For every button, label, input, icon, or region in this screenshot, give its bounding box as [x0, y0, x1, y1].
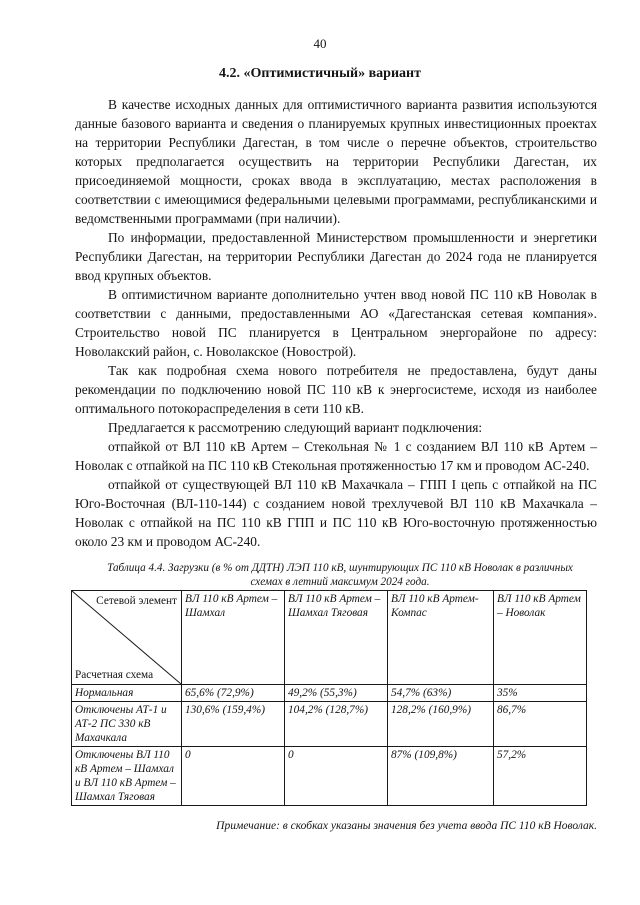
paragraph: Так как подробная схема нового потребителя не предоставлена, будут даны рекомендации по подключению новой ПС 110 кВ к энергосистеме, исходя из наиболее оптимального потокораспределения в сети 110 кВ. [75, 363, 597, 416]
section-heading: 4.2. «Оптимистичный» вариант [219, 66, 421, 81]
page-number: 40 [313, 36, 327, 51]
column-header: ВЛ 110 кВ Артем – Новолак [494, 591, 587, 685]
load-table [71, 590, 587, 806]
table-caption: Таблица 4.4. Загрузки (в % от ДДТН) ЛЭП 110 кВ, шунтирующих ПС 110 кВ Новолак в различных схемах в летний максимум 2024 года. [107, 562, 573, 588]
column-header: ВЛ 110 кВ Артем – Шамхал Тяговая [285, 591, 388, 685]
paragraph: отпайкой от существующей ВЛ 110 кВ Махачкала – ГПП I цепь с отпайкой на ПС Юго-Восточная (ВЛ-110-144) с созданием новой трехлучевой ВЛ 110 кВ Махачкала – Новолак с отпайкой на ПС 110 кВ ГПП и ПС 110 кВ Юго-восточную протяженностью около 23 км и проводом АС-240. [75, 477, 597, 549]
body-text [75, 95, 597, 551]
paragraph: В качестве исходных данных для оптимистичного варианта развития используются данные базового варианта и сведения о планируемых крупных инвестиционных проектах на территории Республики Дагестан, в том числе о перечне объектов, строительство которых предполагается осуществить на территории Республики Дагестан, их присоединяемой мощности, сроках ввода в эксплуатацию, местах расположения в соответствии с имеющимися федеральными целевыми программами, республиканскими и ведомственными программами (при наличии). [75, 97, 597, 226]
table-cell: 0 [285, 747, 388, 806]
table-cell: 65,6% (72,9%) [182, 685, 285, 702]
table-header-row [72, 591, 587, 685]
table-cell: 0 [182, 747, 285, 806]
paragraph: В оптимистичном варианте дополнительно учтен ввод новой ПС 110 кВ Новолак в соответствии с данными, предоставленными АО «Дагестанская сетевая компания». Строительство новой ПС планируется в Центральном энергорайоне по адресу: Новолакский район, с. Новолакское (Новострой). [75, 287, 597, 359]
table-row [72, 702, 587, 747]
column-header: ВЛ 110 кВ Артем –Шамхал [182, 591, 285, 685]
table-corner-cell [72, 591, 182, 685]
table-cell: 49,2% (55,3%) [285, 685, 388, 702]
paragraph: По информации, предоставленной Министерством промышленности и энергетики Республики Дагестан, на территории Республики Дагестан до 2024 года не планируется ввод крупных объектов. [75, 230, 597, 283]
corner-bottom-label: Расчетная схема [75, 669, 154, 681]
table-cell: 57,2% [494, 747, 587, 806]
row-label: Отключены АТ-1 и АТ-2 ПС 330 кВ Махачкала [72, 702, 182, 747]
table-row [72, 747, 587, 806]
table-cell: 104,2% (128,7%) [285, 702, 388, 747]
table-cell: 128,2% (160,9%) [388, 702, 494, 747]
paragraph: отпайкой от ВЛ 110 кВ Артем – Стекольная № 1 с созданием ВЛ 110 кВ Артем – Новолак с отпайкой на ПС 110 кВ Стекольная протяженностью 17 км и проводом АС-240. [75, 439, 597, 473]
table-note: Примечание: в скобках указаны значения без учета ввода ПС 110 кВ Новолак. [216, 820, 597, 832]
table-row [72, 685, 587, 702]
row-label: Нормальная [72, 685, 182, 702]
row-label: Отключены ВЛ 110 кВ Артем – Шамхал и ВЛ 110 кВ Артем – Шамхал Тяговая [72, 747, 182, 806]
column-header: ВЛ 110 кВ Артем-Компас [388, 591, 494, 685]
table-cell: 87% (109,8%) [388, 747, 494, 806]
table-cell: 54,7% (63%) [388, 685, 494, 702]
paragraph: Предлагается к рассмотрению следующий вариант подключения: [108, 420, 483, 435]
table-cell: 35% [494, 685, 587, 702]
table-cell: 86,7% [494, 702, 587, 747]
table-cell: 130,6% (159,4%) [182, 702, 285, 747]
corner-top-label: Сетевой элемент [96, 595, 177, 607]
